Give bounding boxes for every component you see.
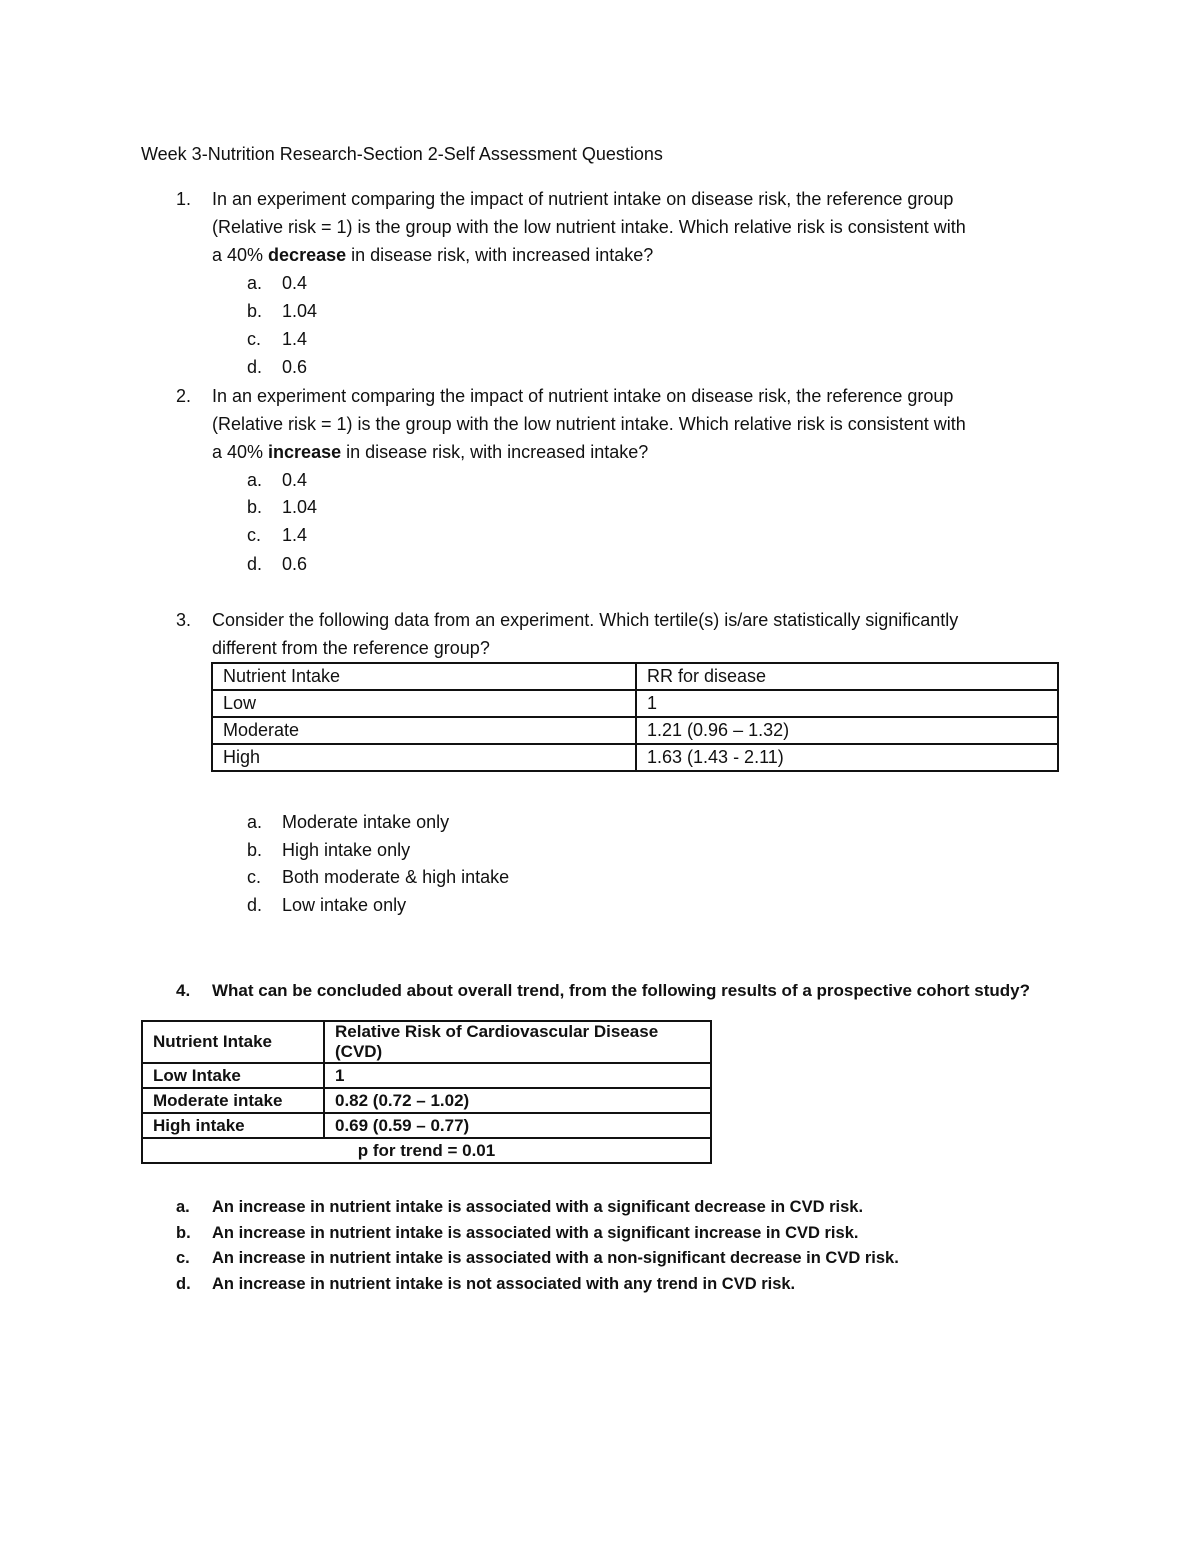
question-4-option-b xyxy=(176,1224,858,1243)
option-letter: c. xyxy=(247,525,262,545)
question-2-line: In an experiment comparing the impact of nutrient intake on disease risk, the reference group xyxy=(212,386,954,406)
table-cell: 0.82 (0.72 – 1.02) xyxy=(324,1088,711,1113)
question-1-option-d xyxy=(247,357,307,378)
option-text: 0.6 xyxy=(282,554,308,574)
option-text: High intake only xyxy=(282,840,411,860)
table-cell: Low xyxy=(212,690,636,717)
question-2-number: 2. xyxy=(176,386,192,406)
question-1-option-b xyxy=(247,301,317,322)
option-letter: d. xyxy=(247,895,263,915)
question-3-line: Consider the following data from an experiment. Which tertile(s) is/are statistically significantly xyxy=(212,610,959,630)
table-header-cell: RR for disease xyxy=(636,663,1058,690)
question-2-line xyxy=(212,438,1072,466)
question-1-line xyxy=(212,241,1072,269)
table-row xyxy=(212,717,1058,744)
question-3-option-a xyxy=(247,812,449,833)
table-cell: 1.21 (0.96 – 1.32) xyxy=(636,717,1058,744)
question-3-option-c xyxy=(247,867,509,888)
question-2-text-part: a 40% xyxy=(212,442,269,462)
option-text: 1.4 xyxy=(282,525,308,545)
table-cell: Moderate intake xyxy=(142,1088,324,1113)
table-cell: High intake xyxy=(142,1113,324,1138)
question-3-number: 3. xyxy=(176,610,192,630)
question-2-text xyxy=(212,382,1072,466)
page-title: Week 3-Nutrition Research-Section 2-Self Assessment Questions xyxy=(141,144,663,164)
option-letter: b. xyxy=(176,1224,191,1242)
question-1-option-c xyxy=(247,329,307,350)
table-cell: 1 xyxy=(636,690,1058,717)
option-text: 1.4 xyxy=(282,329,308,349)
option-text: 0.4 xyxy=(282,273,308,293)
table-cell: 1.63 (1.43 - 2.11) xyxy=(636,744,1058,771)
option-letter: c. xyxy=(247,329,262,349)
question-4-option-a xyxy=(176,1198,863,1217)
question-2-option-c xyxy=(247,525,307,546)
p-for-trend: p for trend = 0.01 xyxy=(142,1138,711,1163)
question-2-emphasis: increase xyxy=(268,442,342,462)
option-letter: d. xyxy=(247,554,263,574)
option-text: 0.6 xyxy=(282,357,308,377)
option-letter: b. xyxy=(247,497,263,517)
question-2-option-d xyxy=(247,554,307,575)
question-1-option-a xyxy=(247,273,307,294)
option-letter: a. xyxy=(247,470,263,490)
table-cell: 1 xyxy=(324,1063,711,1088)
table-row xyxy=(142,1113,711,1138)
option-letter: a. xyxy=(247,273,263,293)
option-letter: a. xyxy=(247,812,263,832)
question-1-line: In an experiment comparing the impact of nutrient intake on disease risk, the reference group xyxy=(212,189,954,209)
question-4-number: 4. xyxy=(176,981,191,1000)
table-row xyxy=(142,1088,711,1113)
option-letter: a. xyxy=(176,1198,190,1216)
option-letter: b. xyxy=(247,840,263,860)
option-text: An increase in nutrient intake is not associated with any trend in CVD risk. xyxy=(212,1275,796,1293)
option-text: 0.4 xyxy=(282,470,308,490)
table-header-cell: Relative Risk of Cardiovascular Disease (CVD) xyxy=(324,1021,711,1063)
table-row xyxy=(142,1063,711,1088)
option-letter: b. xyxy=(247,301,263,321)
table-row xyxy=(212,744,1058,771)
option-letter: c. xyxy=(247,867,262,887)
table-header-cell: Nutrient Intake xyxy=(142,1021,324,1063)
table-cell: 0.69 (0.59 – 0.77) xyxy=(324,1113,711,1138)
question-3-text xyxy=(212,606,1072,662)
table-cell: Low Intake xyxy=(142,1063,324,1088)
option-text: An increase in nutrient intake is associated with a non-significant decrease in CVD risk. xyxy=(212,1249,899,1267)
question-2-line: (Relative risk = 1) is the group with the low nutrient intake. Which relative risk is consistent with xyxy=(212,414,966,434)
option-text: Both moderate & high intake xyxy=(282,867,510,887)
option-text: Low intake only xyxy=(282,895,407,915)
question-1-text xyxy=(212,185,1072,269)
option-letter: d. xyxy=(176,1275,191,1293)
option-letter: c. xyxy=(176,1249,190,1267)
question-3-table xyxy=(211,662,1059,772)
table-cell: Moderate xyxy=(212,717,636,744)
question-3-line: different from the reference group? xyxy=(212,638,490,658)
question-4-table xyxy=(141,1020,712,1164)
question-4-option-c xyxy=(176,1249,899,1268)
table-row xyxy=(212,690,1058,717)
table-header-row xyxy=(142,1021,711,1063)
option-letter: d. xyxy=(247,357,263,377)
option-text: An increase in nutrient intake is associated with a significant decrease in CVD risk. xyxy=(212,1198,864,1216)
question-1-emphasis: decrease xyxy=(268,245,347,265)
question-3-option-b xyxy=(247,840,410,861)
question-4-option-d xyxy=(176,1275,795,1294)
question-1-text-part: in disease risk, with increased intake? xyxy=(346,245,654,265)
question-2-option-a xyxy=(247,470,307,491)
question-4-text: What can be concluded about overall trend, from the following results of a prospective cohort study? xyxy=(212,981,1030,1000)
table-header-cell: Nutrient Intake xyxy=(212,663,636,690)
question-1-line: (Relative risk = 1) is the group with the low nutrient intake. Which relative risk is consistent with xyxy=(212,217,966,237)
option-text: An increase in nutrient intake is associated with a significant increase in CVD risk. xyxy=(212,1224,859,1242)
question-2-text-part: in disease risk, with increased intake? xyxy=(341,442,649,462)
question-3-option-d xyxy=(247,895,406,916)
option-text: 1.04 xyxy=(282,497,318,517)
question-1-text-part: a 40% xyxy=(212,245,269,265)
question-1-number: 1. xyxy=(176,189,192,209)
option-text: Moderate intake only xyxy=(282,812,450,832)
option-text: 1.04 xyxy=(282,301,318,321)
table-footer-row xyxy=(142,1138,711,1163)
table-cell: High xyxy=(212,744,636,771)
question-2-option-b xyxy=(247,497,317,518)
table-header-row xyxy=(212,663,1058,690)
